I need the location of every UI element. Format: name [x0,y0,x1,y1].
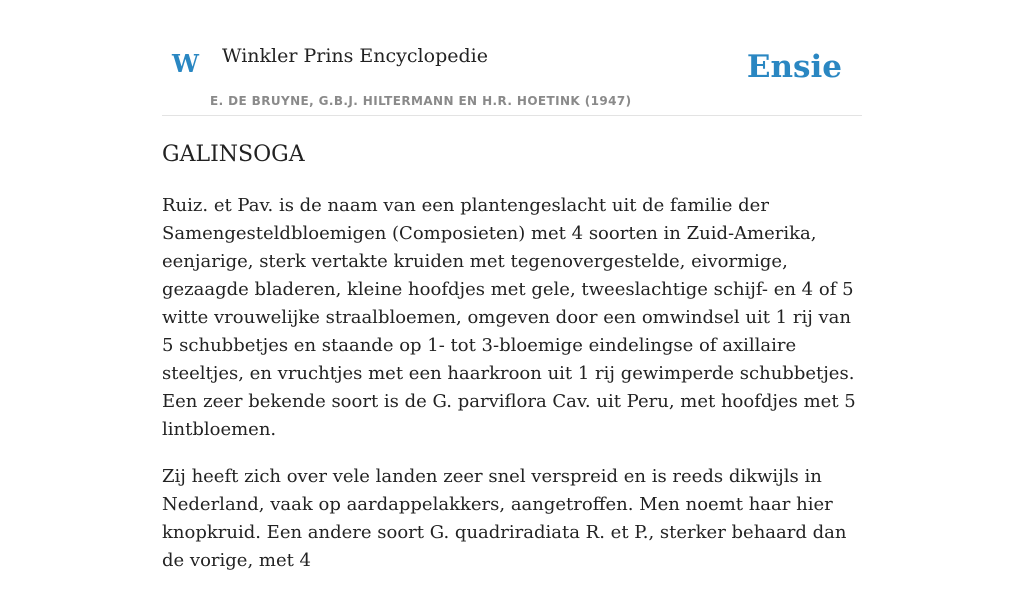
authors-line: E. DE BRUYNE, G.B.J. HILTERMANN EN H.R. HOETINK (1947) [210,94,632,108]
entry-paragraph: Ruiz. et Pav. is de naam van een plantengeslacht uit de familie der Samengesteldbloemigen (Composieten) met 4 soorten in Zuid-Amerika, eenjarige, sterk vertakte kruiden met tegenovergestelde, eivormige, gezaagde bladeren, kleine hoofdjes met gele, tweeslachtige schijf- en 4 of 5 witte vrouwelijke straalbloemen, omgeven door een omwindsel uit 1 rij van 5 schubbetjes en staande op 1- tot 3-bloemige eindelingse of axillaire steeltjes, en vruchtjes met een haarkroon uit 1 rij gewimperde schubbetjes. Een zeer bekende soort is de G. parviflora Cav. uit Peru, met hoofdjes met 5 lintbloemen. [162,195,856,440]
entry-paragraph: Zij heeft zich over vele landen zeer snel verspreid en is reeds dikwijls in Nederland, vaak op aardappelakkers, aangetroffen. Men noemt haar hier knopkruid. Een andere soort G. quadriradiata R. et P., sterker behaard dan de vorige, met 4 [162,466,847,571]
entry-content [162,192,862,594]
page [162,0,862,571]
site-title[interactable]: Winkler Prins Encyclopedie [222,45,488,67]
ensie-brand-link[interactable]: Ensie [746,49,842,85]
entry-title: GALINSOGA [162,142,305,167]
site-header [162,0,862,116]
logo-w-icon[interactable]: W [172,49,199,78]
